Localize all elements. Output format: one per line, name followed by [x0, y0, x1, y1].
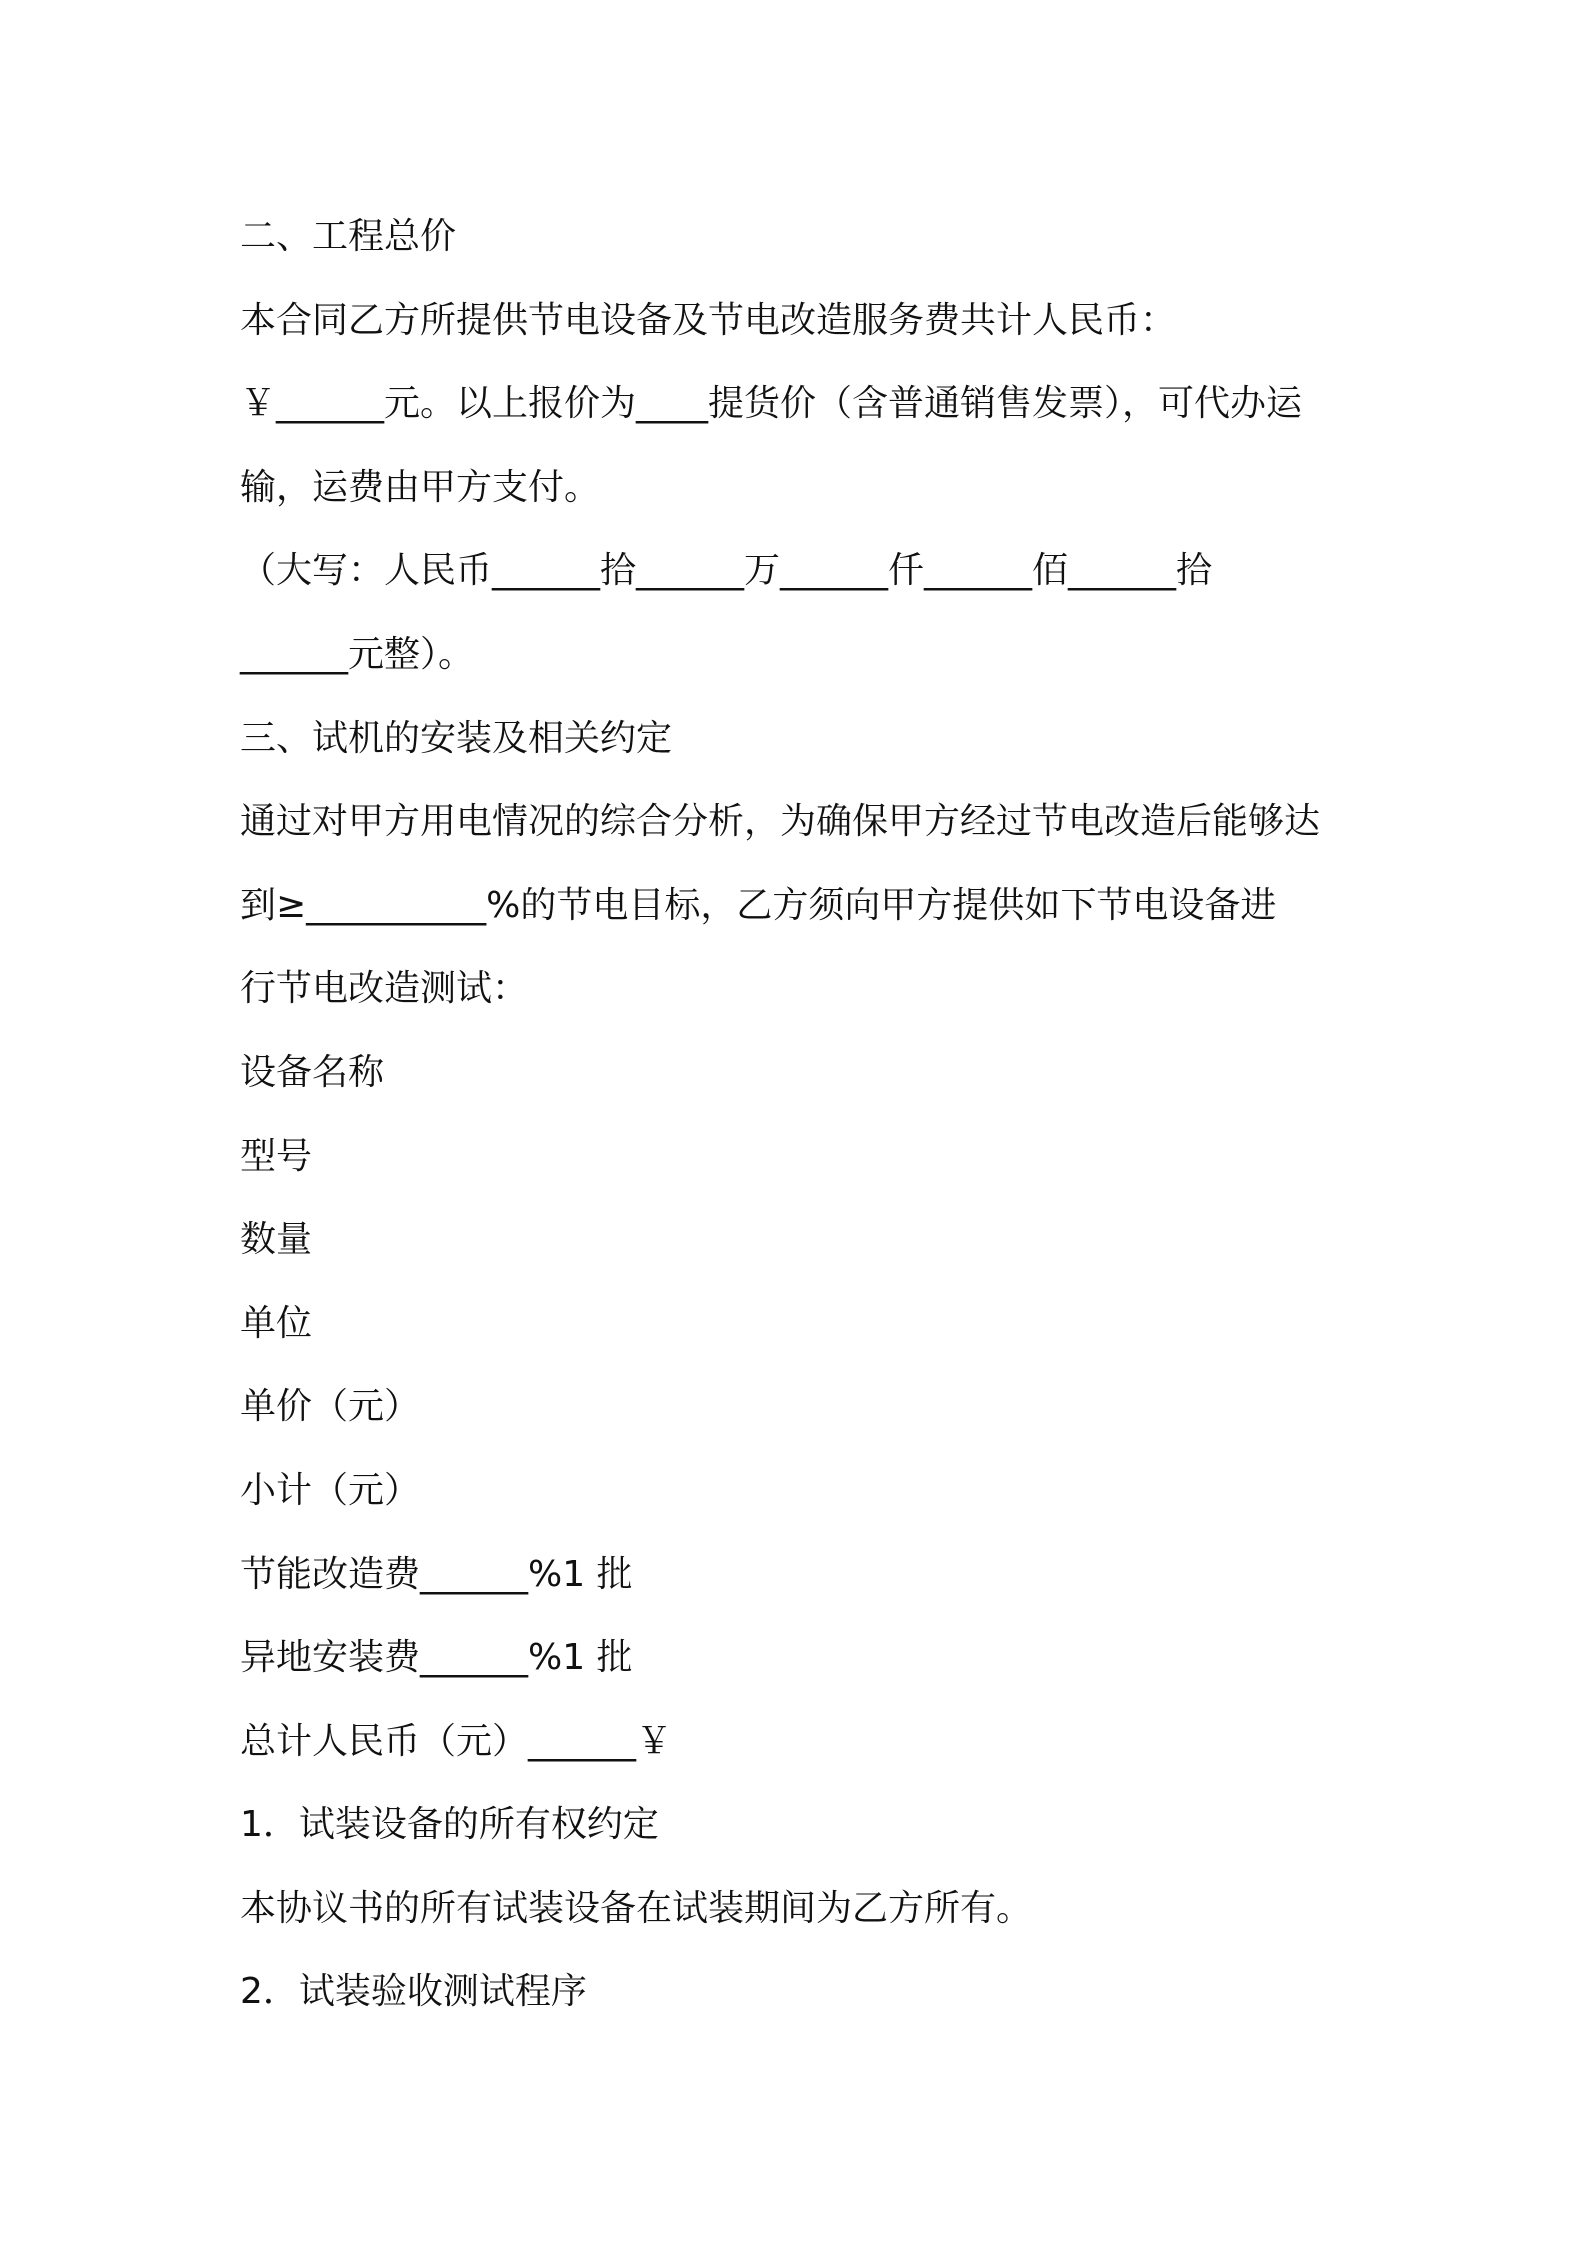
list-item: 总计人民币（元）______￥: [240, 1720, 673, 1762]
list-item: 节能改造费______%1 批: [240, 1553, 633, 1595]
section-heading-total-price: 二、工程总价: [240, 216, 457, 257]
paragraph-line: 到≥__________%的节电目标，乙方须向甲方提供如下节电设备进: [240, 884, 1277, 926]
paragraph-line: 通过对甲方用电情况的综合分析，为确保甲方经过节电改造后能够达: [240, 801, 1321, 843]
paragraph-line: ￥______元。以上报价为____提货价（含普通销售发票），可代办运: [240, 383, 1303, 425]
paragraph-line: 行节电改造测试：: [240, 968, 529, 1010]
paragraph-line: （大写：人民币______拾______万______仟______佰______拾: [240, 550, 1213, 592]
list-item: 异地安装费______%1 批: [240, 1637, 633, 1679]
section-heading-installation: 三、试机的安装及相关约定: [240, 717, 673, 759]
paragraph-line: 本合同乙方所提供节电设备及节电改造服务费共计人民币：: [240, 299, 1177, 341]
document-body: [240, 195, 1360, 2034]
paragraph-line: ______元整）。: [240, 633, 475, 675]
list-item: 单位: [240, 1302, 313, 1344]
subsection-heading: 1．试装设备的所有权约定: [240, 1804, 659, 1846]
list-item: 设备名称: [240, 1051, 385, 1093]
subsection-heading: 2．试装验收测试程序: [240, 1971, 587, 2013]
list-item: 型号: [240, 1135, 313, 1177]
paragraph-line: 本协议书的所有试装设备在试装期间为乙方所有。: [240, 1887, 1033, 1929]
list-item: 小计（元）: [240, 1469, 421, 1511]
list-item: 单价（元）: [240, 1386, 421, 1428]
list-item: 数量: [240, 1219, 313, 1261]
paragraph-line: 输，运费由甲方支付。: [240, 466, 601, 508]
